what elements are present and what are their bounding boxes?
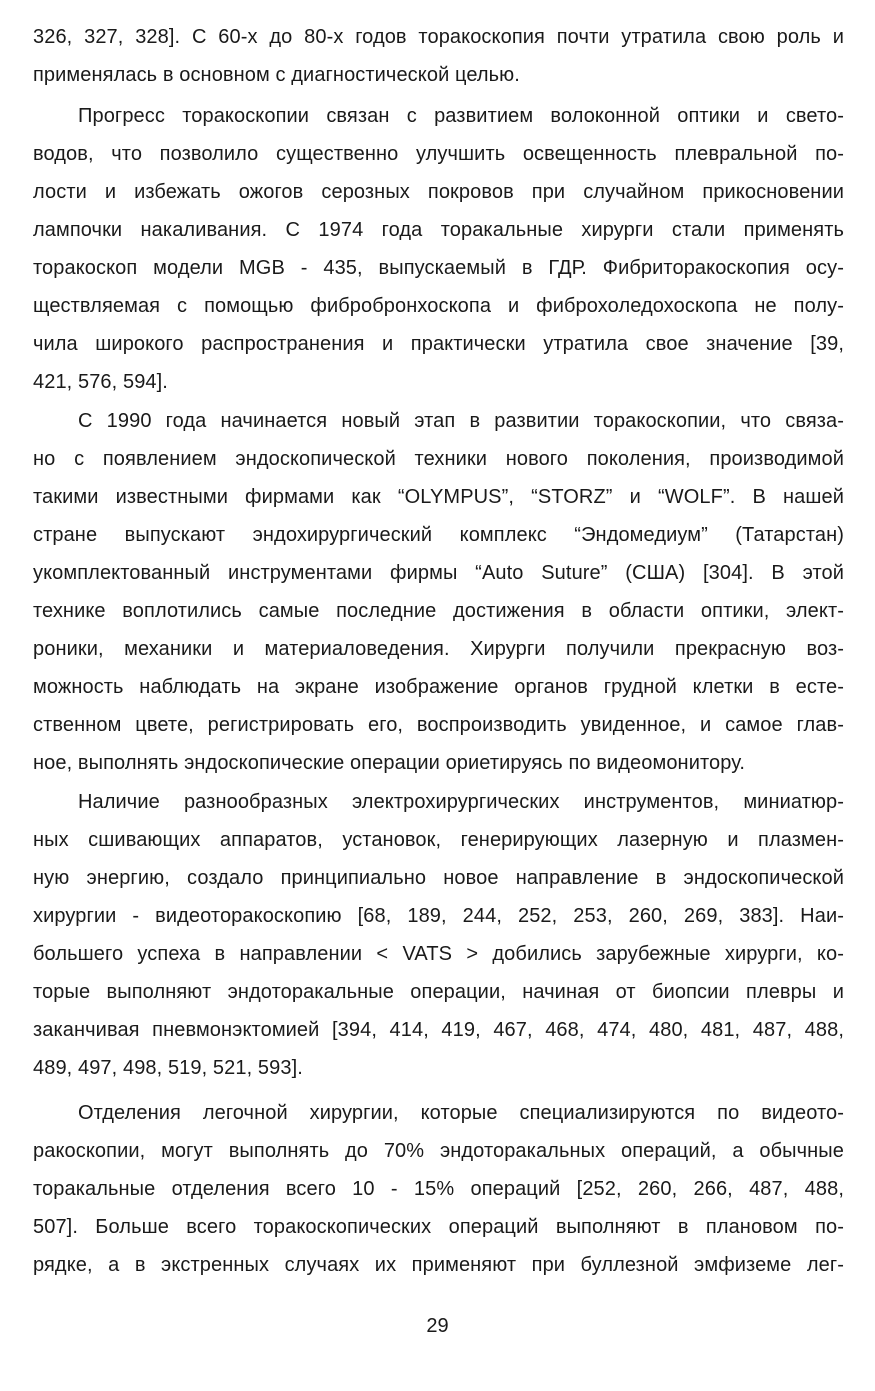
text-line: большего успеха в направлении < VATS > добились зарубежные хирурги, ко- [33, 943, 844, 965]
text-line: применялась в основном с диагностической целью. [33, 64, 520, 86]
text-line: ную энергию, создало принципиально новое направление в эндоскопической [33, 867, 844, 889]
text-line: лости и избежать ожогов серозных покровов при случайном прикосновении [33, 181, 844, 203]
text-line: рядке, а в экстренных случаях их применяют при буллезной эмфиземе лег- [33, 1254, 844, 1276]
text-line: 507]. Больше всего торакоскопических операций выполняют в плановом по- [33, 1216, 844, 1238]
text-line: торые выполняют эндоторакальные операции, начиная от биопсии плевры и [33, 981, 844, 1003]
text-line: ных сшивающих аппаратов, установок, генерирующих лазерную и плазмен- [33, 829, 844, 851]
text-line: торакальные отделения всего 10 - 15% операций [252, 260, 266, 487, 488, [33, 1178, 844, 1200]
text-line: ное, выполнять эндоскопические операции ориетируясь по видеомонитору. [33, 752, 745, 774]
text-line: заканчивая пневмонэктомией [394, 414, 419, 467, 468, 474, 480, 481, 487, 488, [33, 1019, 844, 1041]
text-line: но с появлением эндоскопической техники нового поколения, производимой [33, 448, 844, 470]
text-line: чила широкого распространения и практически утратила свое значение [39, [33, 333, 844, 355]
text-line: Прогресс торакоскопии связан с развитием волоконной оптики и свето- [78, 105, 844, 127]
text-line: С 1990 года начинается новый этап в развитии торакоскопии, что связа- [78, 410, 844, 432]
text-line: стране выпускают эндохирургический комплекс “Эндомедиум” (Татарстан) [33, 524, 844, 546]
text-line: ществляемая с помощью фибробронхоскопа и фиброхоледохоскопа не полу- [33, 295, 844, 317]
text-line: водов, что позволило существенно улучшить освещенность плевральной по- [33, 143, 844, 165]
text-line: технике воплотились самые последние достижения в области оптики, элект- [33, 600, 844, 622]
text-line: ракоскопии, могут выполнять до 70% эндоторакальных операций, а обычные [33, 1140, 844, 1162]
text-line: 489, 497, 498, 519, 521, 593]. [33, 1057, 303, 1079]
text-line: хирургии - видеоторакоскопию [68, 189, 244, 252, 253, 260, 269, 383]. Наи- [33, 905, 844, 927]
text-line: 421, 576, 594]. [33, 371, 168, 393]
text-line: Отделения легочной хирургии, которые специализируются по видеото- [78, 1102, 844, 1124]
text-line: торакоскоп модели MGB - 435, выпускаемый в ГДР. Фибриторакоскопия осу- [33, 257, 844, 279]
text-line: Наличие разнообразных электрохирургических инструментов, миниатюр- [78, 791, 844, 813]
text-line: можность наблюдать на экране изображение органов грудной клетки в есте- [33, 676, 844, 698]
text-line: укомплектованный инструментами фирмы “Auto Suture” (США) [304]. В этой [33, 562, 844, 584]
text-line: ственном цвете, регистрировать его, воспроизводить увиденное, и самое глав- [33, 714, 844, 736]
text-line: такими известными фирмами как “OLYMPUS”, “STORZ” и “WOLF”. В нашей [33, 486, 844, 508]
page-number: 29 [426, 1315, 449, 1337]
text-line: роники, механики и материаловедения. Хирурги получили прекрасную воз- [33, 638, 844, 660]
text-line: 326, 327, 328]. С 60-х до 80-х годов торакоскопия почти утратила свою роль и [33, 26, 844, 48]
text-line: лампочки накаливания. С 1974 года торакальные хирурги стали применять [33, 219, 844, 241]
